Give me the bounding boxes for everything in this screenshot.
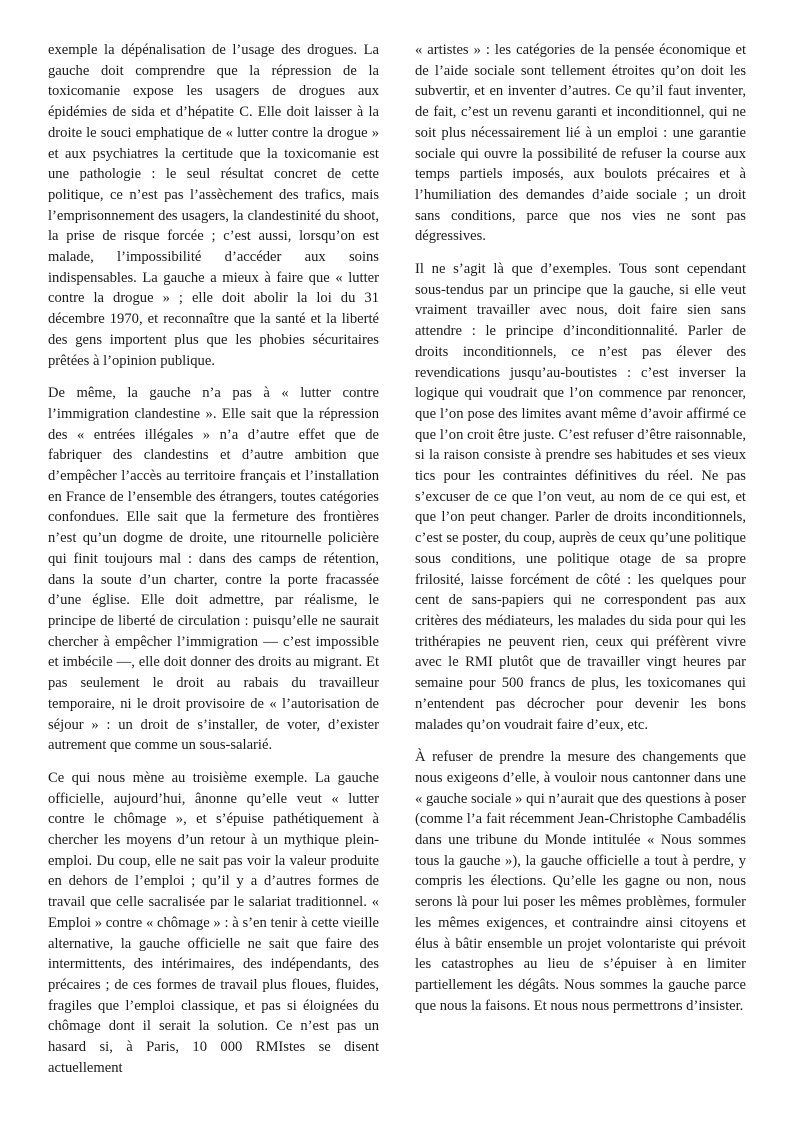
paragraph-immigration: De même, la gauche n’a pas à « lutter contre l’immigration clandestine ». Elle sait que la répression des « entrées illégales » n’a d’autre effet que de fabriquer des clandestins et d’autre ambition que d’empêcher l’accès au territoire français et l’installation en France de l’ensemble des étrangers, toutes catégories confondues. Elle sait que la fermeture des frontières n’est qu’un dogme de droite, une ritournelle policière qui finit toujours mal : dans des camps de rétention, dans la soute d’un charter, contre la porte fracassée d’une église. Elle doit admettre, par réalisme, le principe de liberté de circulation : puisqu’elle ne saurait chercher à empêcher l’immigration — c’est impossible et imbécile —, elle doit donner des droits au migrant. Et pas seulement le droit au rabais du travailleur temporaire, ni le droit provisoire de « l’autorisation de séjour » : un droit de s’installer, de voter, d’exister autrement que comme un sous-salarié. [48,385,379,754]
paragraph-guaranteed-income: « artistes » : les catégories de la pensée économique et de l’aide sociale sont tellement étroites qu’on doit les subvertir, et en inventer d’autres. Ce qu’il faut inventer, de fait, c’est un revenu garanti et inconditionnel, qui ne soit plus nécessairement lié à un emploi : une garantie sociale qui ouvre la possibilité de refuser la course aux temps partiels imposés, aux boulots précaires et à l’humiliation des demandes d’aide sociale ; un droit sans conditions, parce que nos vies ne sont pas dégressives. [415,42,746,245]
paragraph-drugs: exemple la dépénalisation de l’usage des drogues. La gauche doit comprendre que la répression de la toxicomanie expose les usagers de drogues aux épidémies de sida et d’hépatite C. Elle doit laisser à la droite le souci emphatique de « lutter contre la drogue » et aux psychiatres la certitude que la toxicomanie est une pathologie : le seul résultat concret de cette politique, ce n’est pas l’assèchement des trafics, mais l’emprisonnement des usagers, la clandestinité du shoot, la prise de risque forcée ; c’est aussi, lorsqu’on est malade, l’impossibilité d’accéder aux soins indispensables. La gauche a mieux à faire que « lutter contre la drogue » ; elle doit abolir la loi du 31 décembre 1970, et reconnaître que la santé et la liberté des gens importent plus que les phobies sécuritaires prêtées à l’opinion publique. [48,42,379,369]
left-column [48,40,379,1090]
paragraph-unconditionality: Il ne s’agit là que d’exemples. Tous sont cependant sous-tendus par un principe que la gauche, si elle veut vraiment travailler avec nous, doit faire sien sans attendre : le principe d’inconditionnalité. Parler de droits inconditionnels, ce n’est pas élever des revendications jusqu’au-boutistes : c’est inverser la logique qui voudrait que l’on commence par renoncer, que l’on pose des limites avant même d’avoir affirmé ce que l’on croit être juste. C’est refuser d’être raisonnable, si la raison consiste à prendre ses habitudes et ses vieux tics pour les contraintes définitives du réel. Ne pas s’excuser de ce que l’on veut, au nom de ce qui est, et que l’on peut changer. Parler de droits inconditionnels, c’est se poster, du coup, auprès de ceux qu’une politique sous conditions, une politique otage de sa propre frilosité, laisse forcément de côté : les quelques pour cent de sans-papiers qui ne correspondent pas aux critères des médiateurs, les malades du sida pour qui les trithérapies ne peuvent rien, ceux qui préfèrent vivre avec le RMI plutôt que de travailler vingt heures par semaine pour 500 francs de plus, les toxicomanes qui n’entendent pas décrocher pour devenir les bons malades qu’on voudrait faire d’eux, etc. [415,261,746,733]
paragraph-unemployment: Ce qui nous mène au troisième exemple. La gauche officielle, aujourd’hui, ânonne qu’elle veut « lutter contre le chômage », et s’épuise pathétiquement à chercher les moyens d’un retour à un mythique plein-emploi. Du coup, elle ne sait pas voir la valeur produite en dehors de l’emploi ; qu’il y a d’autres formes de travail que celle sacralisée par le salariat traditionnel. « Emploi » contre « chômage » : à s’en tenir à cette vieille alternative, la gauche officielle ne sait que faire des intermittents, des intérimaires, des indépendants, des précaires ; de ces formes de travail plus floues, fluides, fragiles que l’emploi classique, et pas si éloignées du chômage dont il serait la solution. Ce n’est pas un hasard si, à Paris, 10 000 RMIstes se disent actuellement [48,769,379,1076]
paragraph-conclusion: À refuser de prendre la mesure des changements que nous exigeons d’elle, à vouloir nous cantonner dans une « gauche sociale » qui n’aurait que des questions à poser (comme l’a fait récemment Jean-Christophe Cambadélis dans une tribune du Monde intitulée « Nous sommes tous la gauche »), la gauche officielle a tout à perdre, y compris les élections. Qu’elle les gagne ou non, nous serons là pour lui poser les mêmes problèmes, formuler les mêmes exigences, et contraindre ainsi citoyens et élus à bâtir ensemble un projet volontariste qui prévoit les catastrophes au lieu de s’épuiser à en limiter partiellement les dégâts. Nous sommes la gauche parce que nous la faisons. Et nous nous permettrons d’insister. [415,749,746,1014]
right-column [415,40,746,1028]
